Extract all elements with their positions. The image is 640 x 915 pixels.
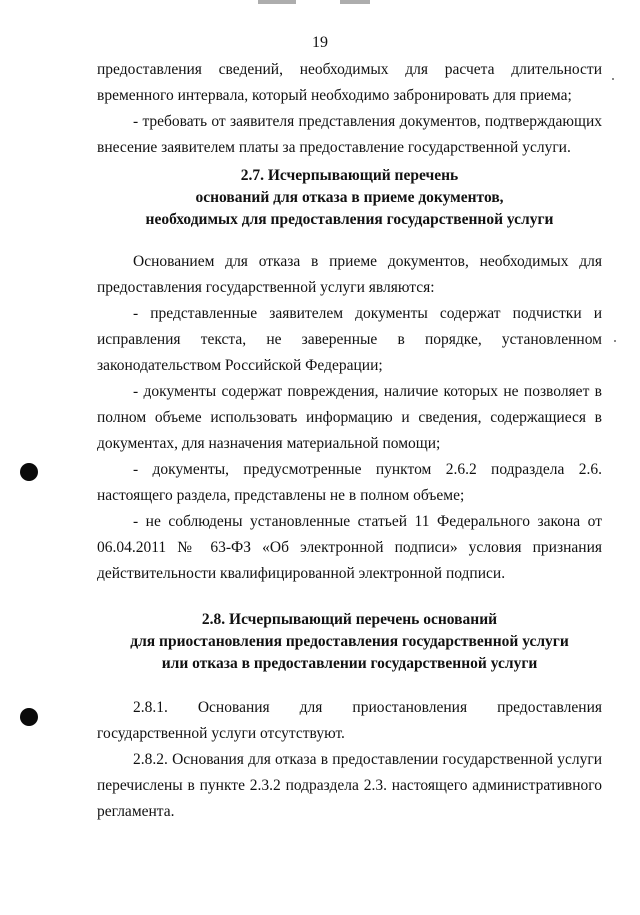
document-body [97, 57, 602, 825]
heading-line: для приостановления предоставления государственной услуги [130, 633, 569, 650]
heading-line: 2.8. Исчерпывающий перечень оснований [201, 611, 498, 628]
scan-artifact [340, 0, 370, 4]
paragraph: Основанием для отказа в приеме документов, необходимых для предоставления государственной услуги являются: [97, 253, 602, 296]
heading-line: необходимых для предоставления государственной услуги [145, 211, 554, 228]
scan-speck [614, 340, 616, 342]
page-number: 19 [312, 34, 328, 51]
section-heading-2-7 [97, 165, 602, 231]
punch-hole-mark [20, 708, 38, 726]
list-item: - документы, предусмотренные пунктом 2.6.2 подраздела 2.6. настоящего раздела, представлены не в полном объеме; [97, 461, 602, 504]
scan-speck [612, 78, 614, 80]
paragraph: 2.8.1. Основания для приостановления предоставления государственной услуги отсутствуют. [97, 699, 602, 742]
heading-line: оснований для отказа в приеме документов, [195, 189, 504, 206]
list-item: - документы содержат повреждения, наличие которых не позволяет в полном объеме использовать информацию и сведения, содержащиеся в документах, для назначения материальной помощи; [97, 383, 602, 452]
list-item: - не соблюдены установленные статьей 11 Федерального закона от 06.04.2011 № 63-ФЗ «Об электронной подписи» условия признания действительности квалифицированной электронной подписи. [97, 513, 602, 582]
paragraph: предоставления сведений, необходимых для расчета длительности временного интервала, который необходимо забронировать для приема; [97, 61, 602, 104]
section-heading-2-8 [97, 609, 602, 675]
heading-line: 2.7. Исчерпывающий перечень [240, 167, 459, 184]
punch-hole-mark [20, 463, 38, 481]
heading-line: или отказа в предоставлении государственной услуги [161, 655, 538, 672]
paragraph: 2.8.2. Основания для отказа в предоставлении государственной услуги перечислены в пункте 2.3.2 подраздела 2.3. настоящего административного регламента. [97, 751, 602, 820]
list-item: - представленные заявителем документы содержат подчистки и исправления текста, не заверенные в порядке, установленном законодательством Российской Федерации; [97, 305, 602, 374]
paragraph: - требовать от заявителя представления документов, подтверждающих внесение заявителем платы за предоставление государственной услуги. [97, 113, 602, 156]
scan-artifact [258, 0, 296, 4]
